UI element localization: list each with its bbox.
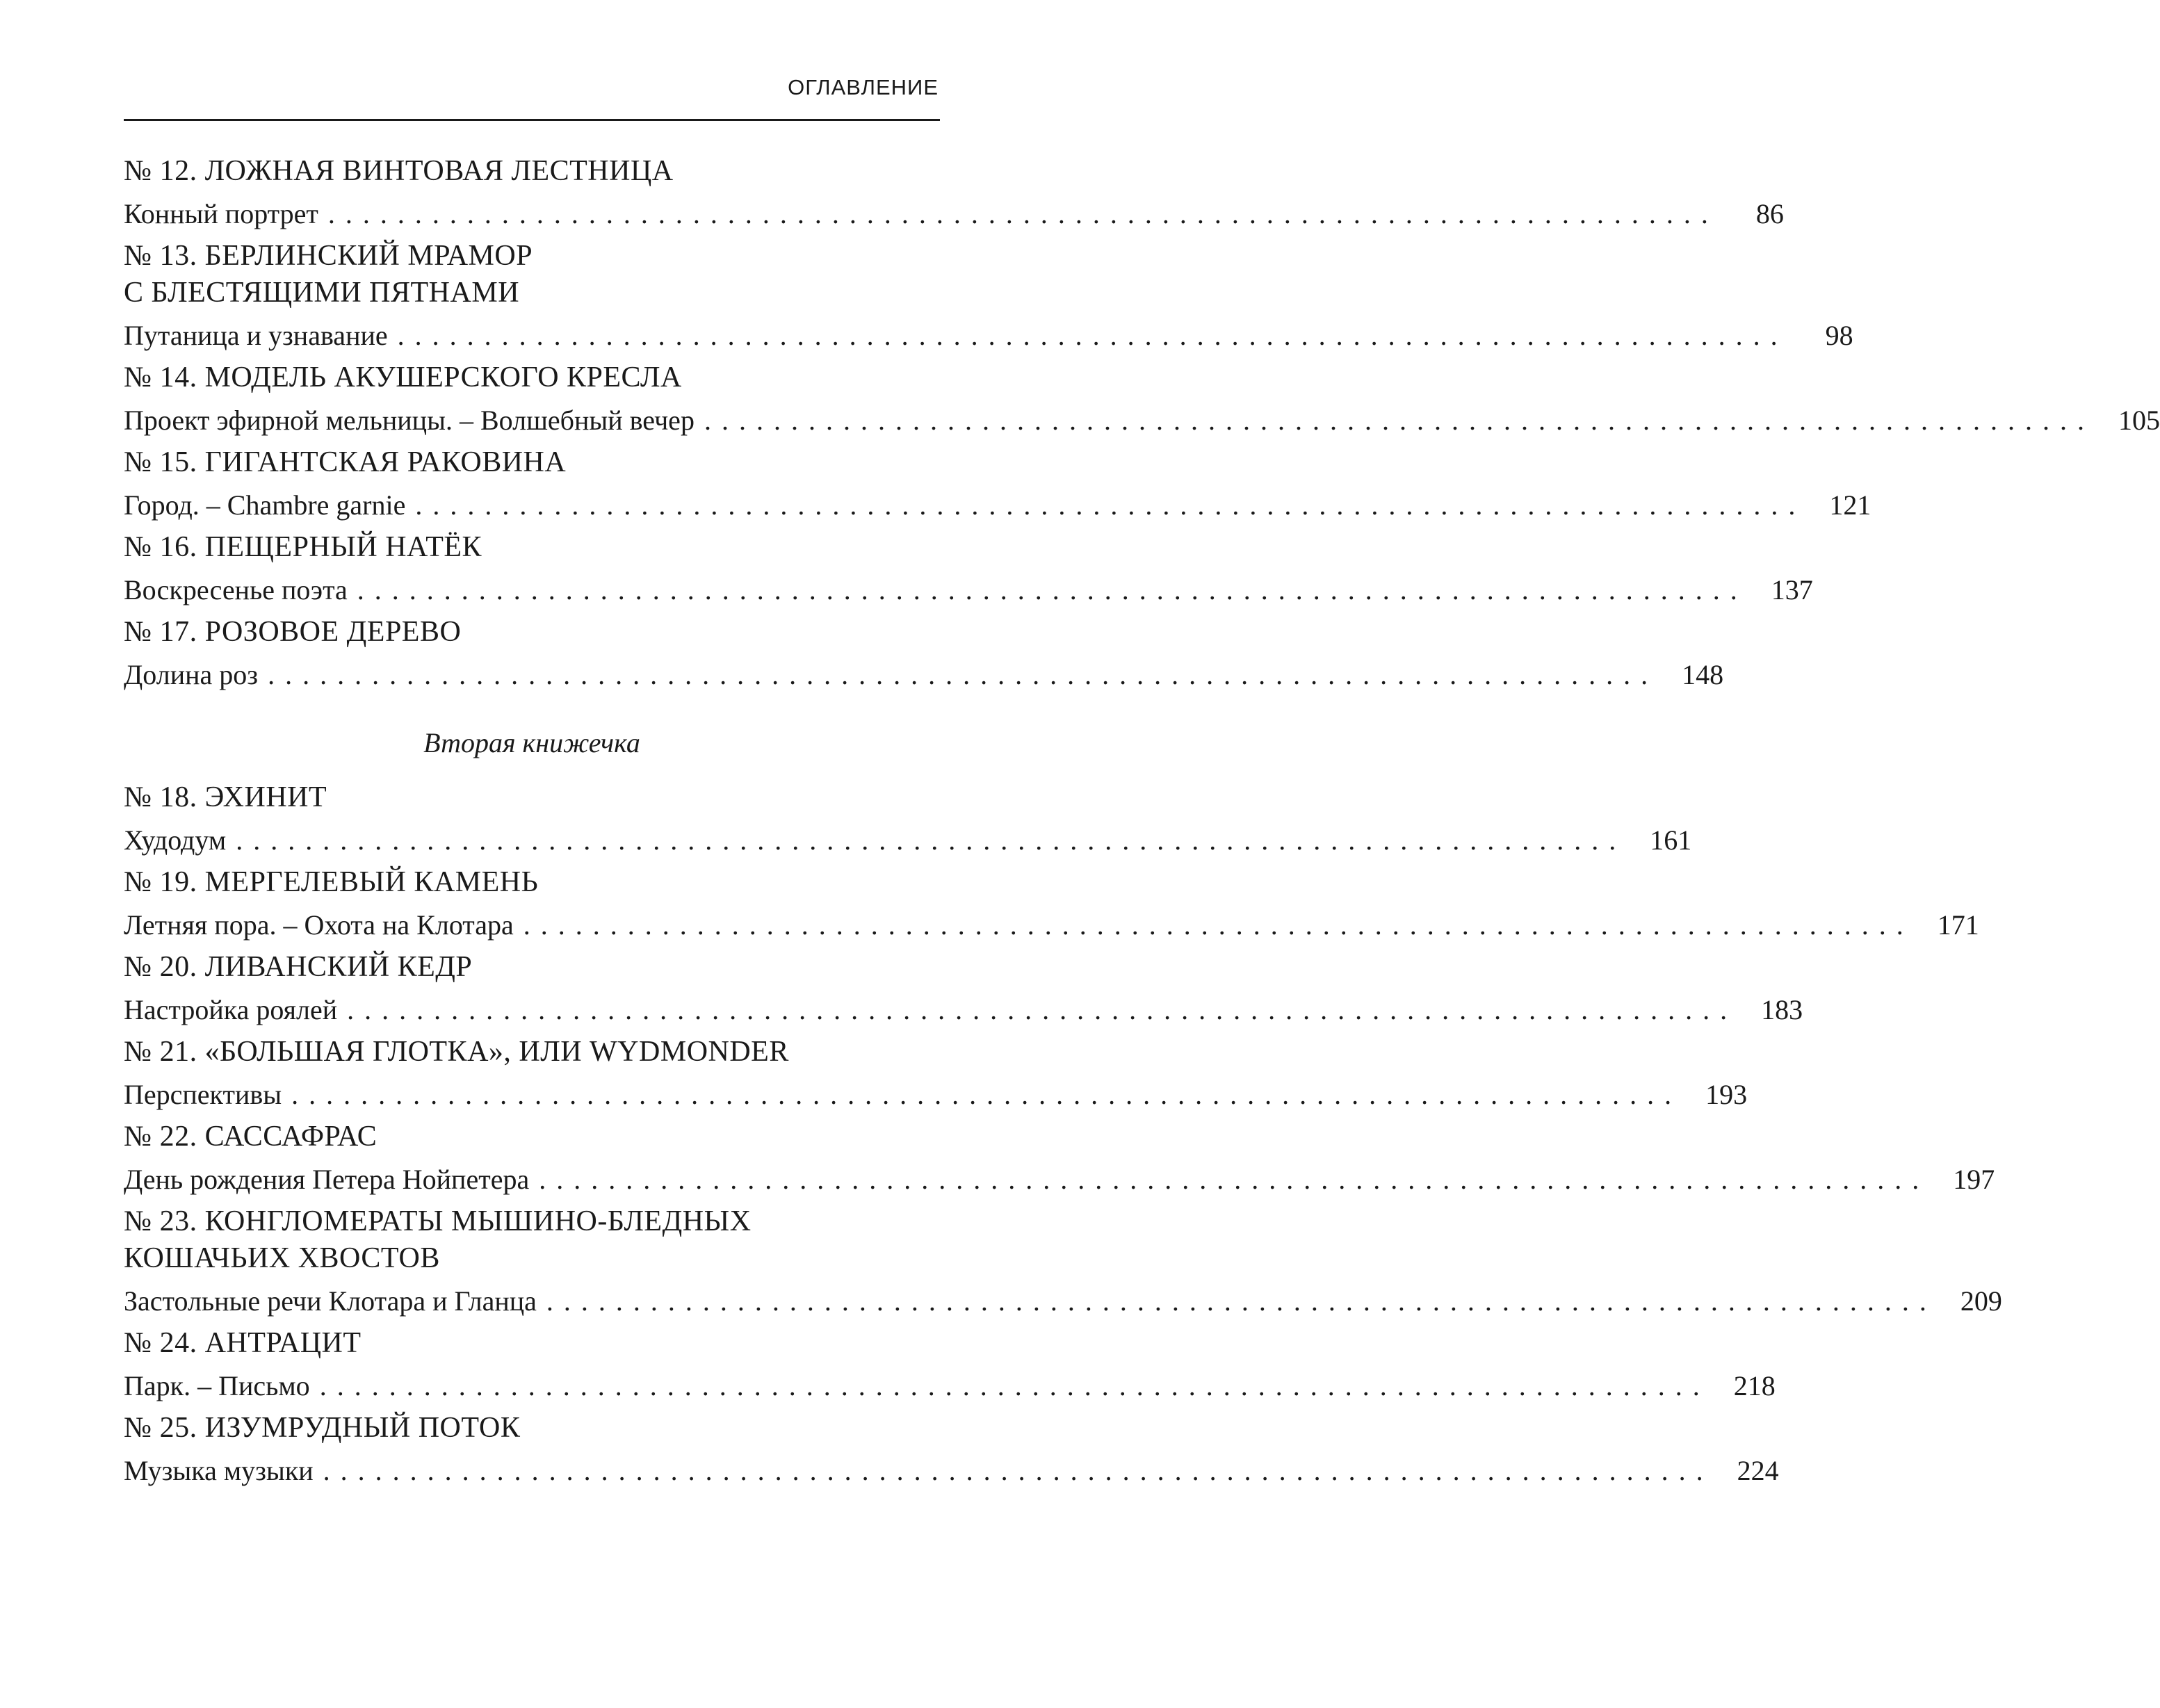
chapter-title: № 17. РОЗОВОЕ ДЕРЕВО: [124, 616, 462, 648]
dot-leader: ................................................................................: [539, 1164, 1930, 1195]
toc-group: [124, 444, 1871, 529]
page-number: 183: [1761, 994, 1803, 1025]
entry-text: Худодум: [124, 824, 227, 856]
entry-text: Летняя пора. – Охота на Клотара: [124, 909, 514, 941]
page-number: 86: [1755, 198, 1784, 229]
chapter-title: С БЛЕСТЯЩИМИ ПЯТНАМИ: [124, 277, 520, 309]
chapter-title: № 21. «БОЛЬШАЯ ГЛОТКА», ИЛИ WYDMONDER: [124, 1036, 789, 1068]
entry-text: Музыка музыки: [124, 1455, 314, 1486]
toc-group: [124, 1203, 2002, 1325]
chapter-title: № 13. БЕРЛИНСКИЙ МРАМОР: [124, 240, 533, 272]
page-number: 171: [1937, 909, 1979, 941]
chapter-title: № 23. КОНГЛОМЕРАТЫ МЫШИНО-БЛЕДНЫХ: [124, 1205, 752, 1237]
chapter-title: № 15. ГИГАНТСКАЯ РАКОВИНА: [124, 446, 567, 478]
page-number: 105: [2118, 405, 2160, 436]
chapter-title: № 18. ЭХИНИТ: [124, 781, 327, 813]
toc-entry: [124, 1362, 1776, 1410]
entry-text: Воскресенье поэта: [124, 574, 348, 605]
toc-entry: [124, 1447, 1779, 1495]
dot-leader: ................................................................................: [319, 1370, 1710, 1401]
section-title: Вторая книжечка: [423, 727, 640, 758]
chapter-title: КОШАЧЬИХ ХВОСТОВ: [124, 1242, 440, 1274]
dot-leader: ................................................................................: [546, 1285, 1937, 1317]
toc-entry: [124, 190, 1784, 238]
dot-leader: ................................................................................: [323, 1455, 1714, 1486]
table-of-contents: [124, 153, 2160, 1495]
entry-text: Настройка роялей: [124, 994, 338, 1025]
toc-entry: [124, 396, 2160, 444]
dot-leader: ................................................................................: [236, 824, 1627, 856]
toc-entry: [124, 1277, 2002, 1325]
chapter-title: № 24. АНТРАЦИТ: [124, 1327, 362, 1359]
toc-group: [124, 614, 1724, 699]
dot-leader: ................................................................................: [291, 1079, 1682, 1110]
chapter-title: № 12. ЛОЖНАЯ ВИНТОВАЯ ЛЕСТНИЦА: [124, 155, 674, 187]
toc-entry: [124, 816, 1692, 864]
chapter-title: № 19. МЕРГЕЛЕВЫЙ КАМЕНЬ: [124, 866, 539, 898]
toc-group: [124, 864, 1979, 949]
toc-group: [124, 529, 1813, 614]
chapter-title: № 25. ИЗУМРУДНЫЙ ПОТОК: [124, 1412, 521, 1444]
running-head: ОГЛАВЛЕНИЕ: [788, 75, 939, 99]
toc-entry: [124, 651, 1724, 699]
dot-leader: ................................................................................: [704, 405, 2095, 436]
entry-text: Проект эфирной мельницы. – Волшебный вечер: [124, 405, 695, 436]
page-number: 224: [1737, 1455, 1779, 1486]
toc-entry: [124, 311, 1853, 359]
chapter-title: № 22. САССАФРАС: [124, 1121, 377, 1153]
entry-text: Долина роз: [124, 659, 259, 690]
toc-group: [124, 1325, 1776, 1410]
dot-leader: ................................................................................: [268, 659, 1659, 690]
toc-part-after: [124, 779, 2002, 1495]
page-number: 197: [1953, 1164, 1995, 1195]
page-number: 193: [1705, 1079, 1748, 1110]
toc-group: [124, 238, 1853, 359]
page-number: 121: [1829, 489, 1871, 521]
toc-group: [124, 153, 1784, 238]
dot-leader: ................................................................................: [397, 320, 1788, 351]
toc-group: [124, 949, 1803, 1034]
toc-part-before: [124, 153, 2160, 699]
dot-leader: ................................................................................: [357, 574, 1748, 605]
toc-entry: [124, 986, 1803, 1034]
page-number: 218: [1733, 1370, 1776, 1401]
toc-entry: [124, 1071, 1748, 1119]
entry-text: Конный портрет: [124, 198, 318, 229]
toc-group: [124, 779, 1692, 864]
page-number: 209: [1960, 1285, 2002, 1317]
page-number: 161: [1650, 824, 1692, 856]
entry-text: Застольные речи Клотара и Гланца: [124, 1285, 537, 1317]
toc-entry: [124, 566, 1813, 614]
toc-group: [124, 1119, 1995, 1203]
chapter-title: № 20. ЛИВАНСКИЙ КЕДР: [124, 951, 473, 983]
entry-text: Парк. – Письмо: [124, 1370, 310, 1401]
dot-leader: ................................................................................: [347, 994, 1738, 1025]
page-number: 137: [1771, 574, 1813, 605]
entry-text: День рождения Петера Нойпетера: [124, 1164, 530, 1195]
toc-entry: [124, 901, 1979, 949]
page-number: 148: [1682, 659, 1724, 690]
toc-group: [124, 1410, 1779, 1495]
dot-leader: ................................................................................: [523, 909, 1914, 941]
toc-entry: [124, 1155, 1995, 1203]
page-number: 98: [1825, 320, 1853, 351]
toc-entry: [124, 481, 1871, 529]
chapter-title: № 16. ПЕЩЕРНЫЙ НАТЁК: [124, 531, 482, 563]
header-rule: [124, 119, 940, 121]
toc-group: [124, 359, 2160, 444]
entry-text: Путаница и узнавание: [124, 320, 388, 351]
dot-leader: ................................................................................: [327, 198, 1719, 229]
entry-text: Город. – Chambre garnie: [124, 489, 406, 521]
dot-leader: ................................................................................: [415, 489, 1806, 521]
toc-group: [124, 1034, 1748, 1119]
entry-text: Перспективы: [124, 1079, 282, 1110]
chapter-title: № 14. МОДЕЛЬ АКУШЕРСКОГО КРЕСЛА: [124, 361, 682, 393]
